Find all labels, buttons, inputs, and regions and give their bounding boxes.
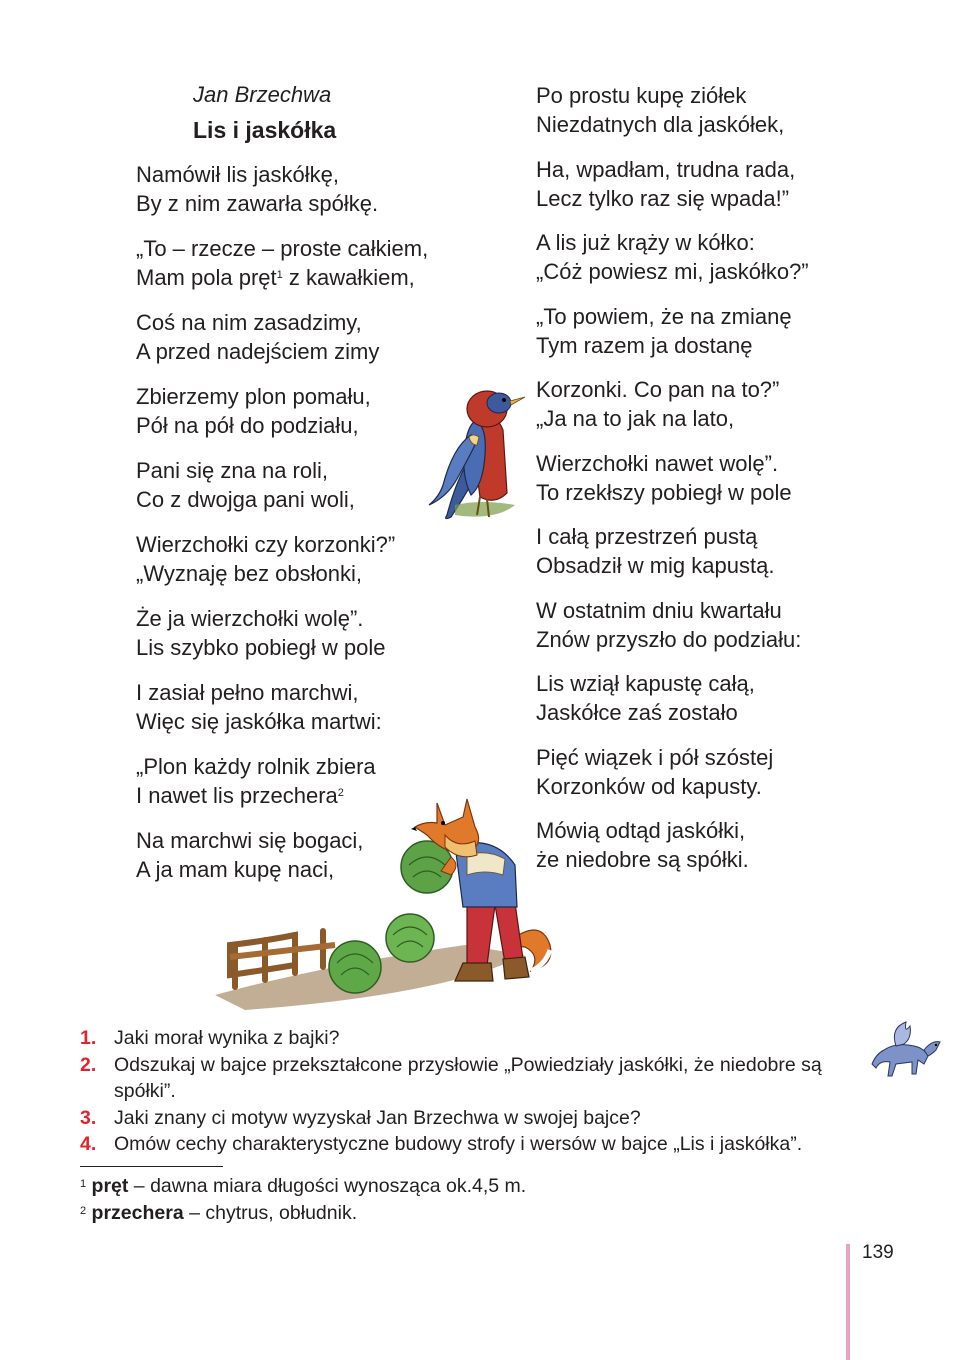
page-number: 139 — [862, 1242, 894, 1263]
verse-line: że niedobre są spółki. — [536, 847, 749, 872]
question-text: Jaki morał wynika z bajki? — [114, 1027, 340, 1049]
verse-line: Więc się jaskółka martwi: — [136, 709, 382, 734]
verse-line: Wierzchołki czy korzonki?” — [136, 532, 396, 557]
question-text: Jaki znany ci motyw wyzyskał Jan Brzechwa w swojej bajce? — [114, 1106, 641, 1129]
verse-line: Niezdatnych dla jaskółek, — [536, 112, 785, 137]
question-item — [80, 1105, 870, 1132]
verse-line: Po prostu kupę ziółek — [536, 83, 747, 108]
verse-line: Na marchwi się bogaci, — [136, 828, 364, 853]
verse-line: Pięć wiązek i pół szóstej — [536, 744, 774, 770]
verse-line: W ostatnim dniu kwartału — [536, 597, 782, 623]
stanza — [136, 308, 456, 366]
footnote-rule — [80, 1166, 223, 1167]
author: Jan Brzechwa — [193, 82, 332, 107]
verse-line: I całą przestrzeń pustą — [536, 524, 758, 549]
footnotes — [80, 1173, 526, 1226]
verse-line: Tym razem ja dostanę — [536, 332, 753, 358]
stanza — [536, 449, 866, 507]
footnote-ref: 1 — [276, 269, 283, 281]
stanza — [136, 530, 456, 588]
verse-line: A lis już krąży w kółko: — [536, 230, 755, 255]
stanza — [136, 160, 456, 218]
verse-text: Mam pola pręt — [136, 265, 277, 290]
verse-line: Znów przyszło do podziału: — [536, 626, 802, 652]
footnote-mark: 2 — [80, 1204, 87, 1217]
verse-line: Namówił lis jaskółkę, — [136, 162, 339, 187]
question-item — [80, 1131, 870, 1158]
verse-line: Jaskółce zaś zostało — [536, 700, 738, 725]
pegasus-icon — [866, 1020, 944, 1082]
verse-line: To rzekłszy pobiegł w pole — [536, 479, 792, 505]
verse-line: I zasiał pełno marchwi, — [136, 680, 359, 705]
verse-line: „Ja na to jak na lato, — [536, 406, 735, 431]
verse-text: I nawet lis przechera — [136, 783, 338, 808]
verse-line: „Plon każdy rolnik zbiera — [136, 754, 376, 779]
verse-line: „To powiem, że na zmianę — [536, 303, 792, 329]
question-item — [80, 1052, 870, 1105]
swallow-illustration — [425, 375, 530, 525]
verse-line: Wierzchołki nawet wolę”. — [536, 450, 779, 476]
verse-line: Ha, wpadłam, trudna rada, — [536, 156, 796, 182]
poem-left-column — [136, 160, 456, 900]
footnote-term: przechera — [91, 1201, 184, 1224]
stanza — [536, 375, 866, 433]
verse-line: Korzonków od kapusty. — [536, 773, 762, 799]
verse-line: „Cóż powiesz mi, jaskółko?” — [536, 259, 809, 284]
verse-line: Lecz tylko raz się wpada!” — [536, 185, 790, 211]
stanza — [536, 228, 866, 286]
verse-line: Co z dwojga pani woli, — [136, 487, 355, 512]
stanza — [536, 155, 866, 213]
verse-text: z kawałkiem, — [282, 265, 415, 290]
verse-line: Zbierzemy plon pomału, — [136, 384, 371, 409]
page-margin-bar — [846, 1244, 850, 1360]
verse-line: Pół na pół do podziału, — [136, 413, 359, 438]
stanza — [536, 669, 866, 727]
stanza — [536, 522, 866, 580]
verse-line: Korzonki. Co pan na to?” — [536, 377, 780, 402]
footnote-ref: 2 — [337, 787, 344, 799]
verse-line: A przed nadejściem zimy — [136, 339, 380, 364]
verse-line: Coś na nim zasadzimy, — [136, 310, 362, 335]
footnote-mark: 1 — [80, 1178, 87, 1190]
stanza — [136, 456, 456, 514]
verse-line: By z nim zawarła spółkę. — [136, 191, 379, 216]
verse-line: Lis wziął kapustę całą, — [536, 671, 755, 696]
stanza — [136, 382, 456, 440]
stanza — [536, 816, 866, 874]
footnote-item — [80, 1200, 526, 1227]
verse-line — [136, 263, 456, 292]
verse-line: „Wyznaję bez obsłonki, — [136, 561, 363, 586]
fox-cabbage-illustration — [205, 795, 565, 1015]
verse-line: Lis szybko pobiegł w pole — [136, 635, 386, 660]
poem-right-column — [536, 81, 866, 890]
verse-line: Mówią odtąd jaskółki, — [536, 818, 746, 843]
footnote-item — [80, 1173, 526, 1200]
question-number: 1. — [80, 1027, 97, 1049]
stanza — [536, 743, 866, 801]
stanza — [136, 604, 456, 662]
footnote-term: pręt — [91, 1175, 129, 1197]
stanza — [536, 302, 866, 360]
footnote-definition: – dawna miara długości wynosząca ok.4,5 m. — [128, 1175, 527, 1197]
verse-line: Obsadził w mig kapustą. — [536, 553, 775, 578]
verse-line: „To – rzecze – proste całkiem, — [136, 236, 429, 261]
question-number: 2. — [80, 1053, 97, 1076]
question-text: Omów cechy charakterystyczne budowy strofy i wersów w bajce „Lis i jaskółka”. — [114, 1133, 803, 1155]
question-number: 4. — [80, 1133, 97, 1155]
questions-list — [80, 1025, 870, 1158]
question-number: 3. — [80, 1106, 97, 1129]
stanza — [536, 596, 866, 654]
question-item — [80, 1025, 870, 1052]
verse-line: Pani się zna na roli, — [136, 458, 328, 483]
stanza — [136, 234, 456, 292]
stanza — [136, 678, 456, 736]
stanza — [536, 81, 866, 139]
question-text: Odszukaj w bajce przekształcone przysłowie „Powiedziały jaskółki, że niedobre są spółki”. — [114, 1053, 822, 1102]
poem-title: Lis i jaskółka — [193, 117, 337, 143]
verse-line: A ja mam kupę naci, — [136, 857, 335, 882]
verse-line: Że ja wierzchołki wolę”. — [136, 606, 364, 631]
footnote-definition: – chytrus, obłudnik. — [183, 1201, 358, 1224]
